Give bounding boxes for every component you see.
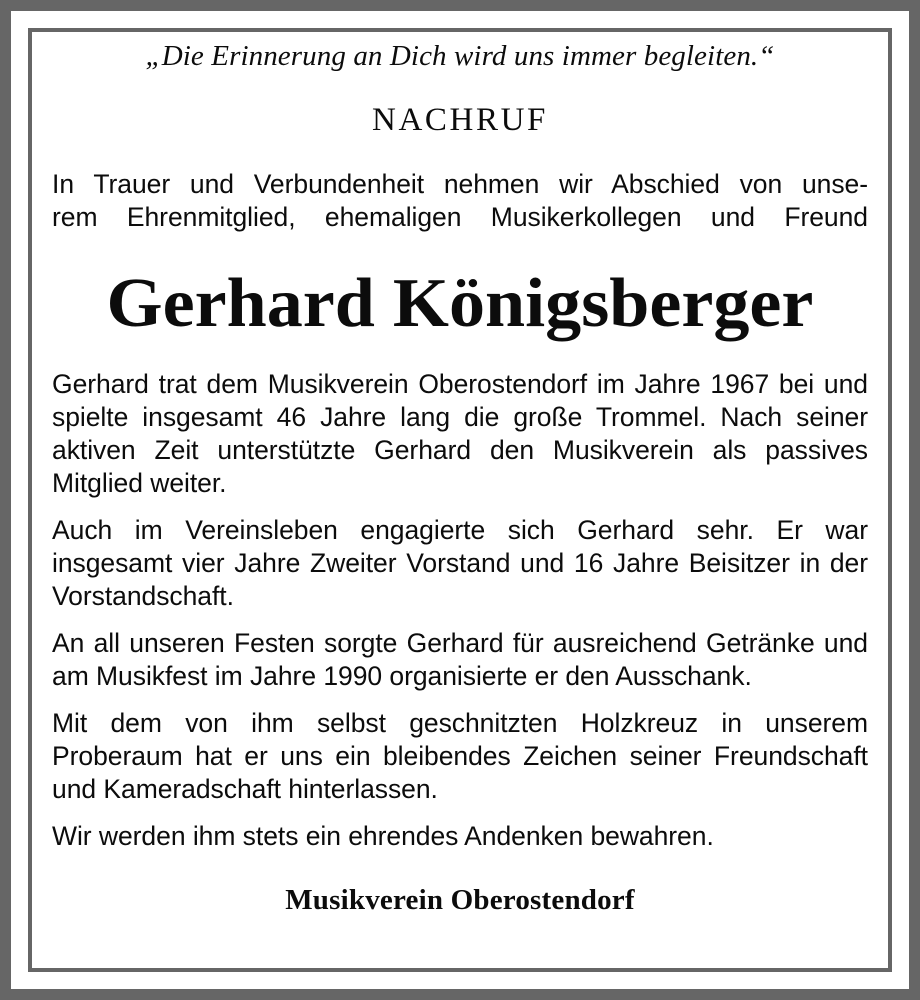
body-paragraph: Gerhard trat dem Musikverein Oberostendorf im Jahre 1967 bei und spielte insgesamt 46 Jahre lang die große Trommel. Nach seiner aktiven Zeit unterstützte Gerhard den Musikverein als passives Mitglied weiter. — [52, 369, 868, 498]
body-paragraph: An all unseren Festen sorgte Gerhard für ausreichend Getränke und am Musikfest im Jahre 1990 organisierte er den Ausschank. — [52, 628, 868, 691]
deceased-name: Gerhard Königsberger — [106, 265, 814, 342]
intro-line-1: In Trauer und Verbundenheit nehmen wir Abschied von unse- — [52, 169, 868, 199]
epigraph-quote: „Die Erinnerung an Dich wird uns immer begleiten.“ — [145, 40, 775, 72]
body-paragraph: Auch im Vereinsleben engagierte sich Gerhard sehr. Er war insgesamt vier Jahre Zweiter Vorstand und 16 Jahre Beisitzer in der Vorstandschaft. — [52, 515, 868, 611]
notice-content — [52, 21, 868, 917]
intro-line-2: rem Ehrenmitglied, ehemaligen Musikerkollegen und Freund — [52, 202, 868, 232]
closing-line: Wir werden ihm stets ein ehrendes Andenken bewahren. — [52, 821, 714, 851]
body-paragraph: Mit dem von ihm selbst geschnitzten Holzkreuz in unserem Proberaum hat er uns ein bleibendes Zeichen seiner Freundschaft und Kameradschaft hinterlassen. — [52, 708, 868, 804]
notice-heading: NACHRUF — [372, 102, 548, 138]
signature-organization: Musikverein Oberostendorf — [285, 884, 635, 916]
